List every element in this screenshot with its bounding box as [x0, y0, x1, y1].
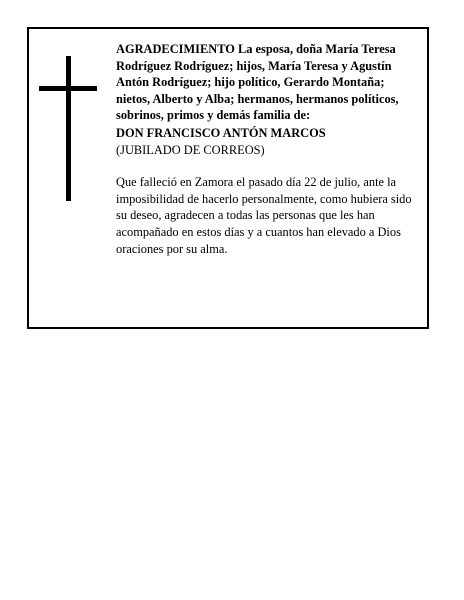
cross-vertical-bar [66, 56, 71, 201]
deceased-occupation: (JUBILADO DE CORREOS) [116, 142, 265, 157]
cross-icon [39, 56, 97, 201]
cross-horizontal-bar [39, 86, 97, 91]
notice-text [116, 41, 420, 257]
deceased-name: DON FRANCISCO ANTÓN MARCOS [116, 125, 326, 140]
family-list: La esposa, doña María Teresa Rodríguez Rodríguez; hijos, María Teresa y Agustín Antón Rodríguez; hijo político, Gerardo Montaña; nietos, Alberto y Alba; hermanos, hermanos políticos, sobrinos, primos y demás familia de: [116, 42, 399, 123]
notice-heading: AGRADECIMIENTO [116, 42, 235, 56]
acknowledgement-paragraph [116, 41, 420, 124]
notice-body: Que falleció en Zamora el pasado día 22 de julio, ante la imposibilidad de hacerlo personalmente, como hubiera sido su deseo, agradecen a todas las personas que les han acompañado en estos días y a cuantos han elevado a Dios oraciones por su alma. [116, 175, 412, 256]
obituary-notice [27, 27, 429, 329]
